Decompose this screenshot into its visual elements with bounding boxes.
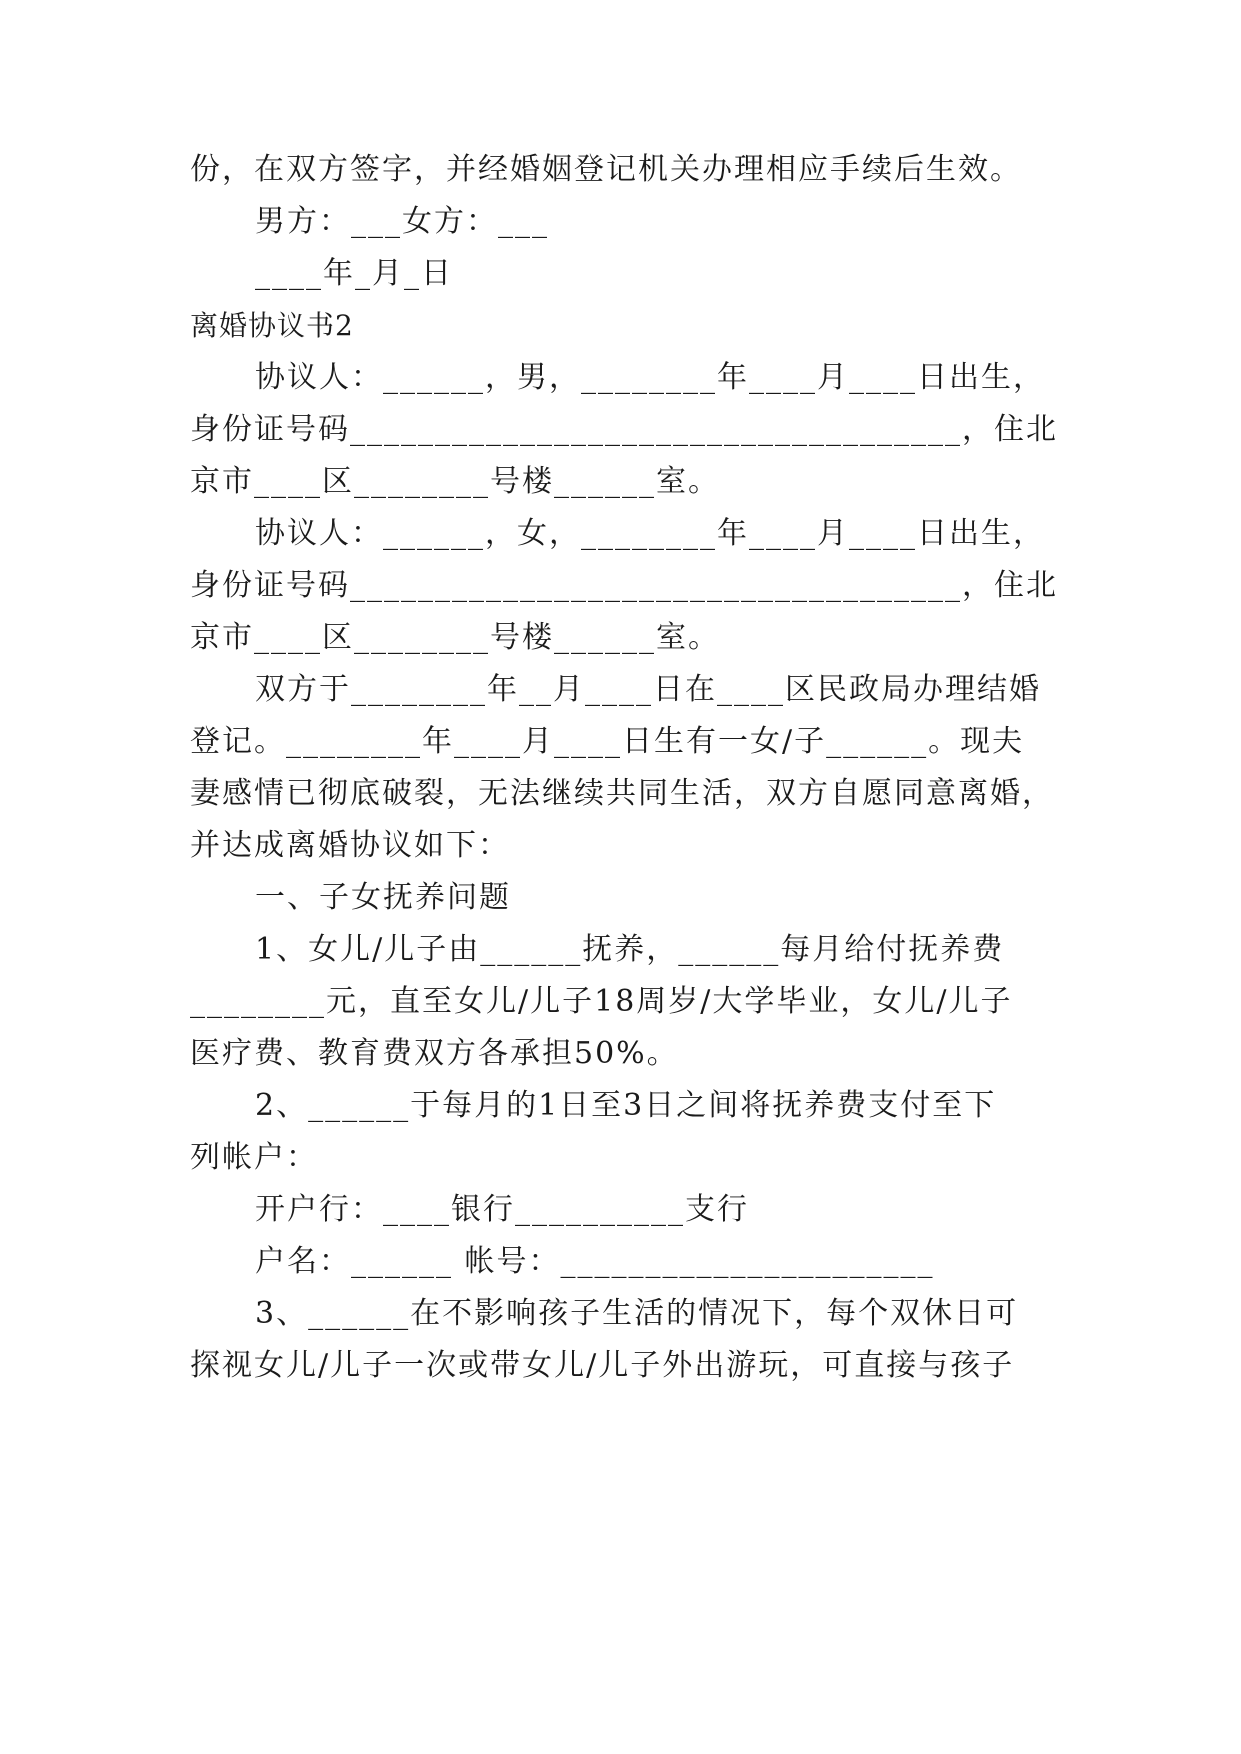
clause-2-line-2: 列帐户：: [190, 1140, 318, 1175]
marriage-line-3: 妻感情已彻底破裂，无法继续共同生活，双方自愿同意离婚，: [190, 776, 1054, 811]
party-male-line-3: 京市____区________号楼______室。: [190, 464, 720, 499]
marriage-line-1: 双方于________年__月____日在____区民政局办理结婚: [255, 672, 1041, 707]
date-line: ____年_月_日: [255, 256, 453, 291]
clause-2-line-1: 2、______于每月的1日至3日之间将抚养费支付至下: [255, 1088, 997, 1123]
clause-1-line-2: ________元，直至女儿/儿子18周岁/大学毕业，女儿/儿子: [190, 984, 1013, 1019]
heading-child-custody: 一、子女抚养问题: [255, 880, 511, 915]
marriage-line-4: 并达成离婚协议如下：: [190, 828, 510, 863]
clause-1-line-1: 1、女儿/儿子由______抚养，______每月给付抚养费: [255, 932, 1005, 967]
party-male-line-1: 协议人：______，男，________年____月____日出生，: [255, 360, 1045, 395]
party-male-line-2: 身份证号码____________________________________，住北: [190, 412, 1058, 447]
clause-3-line-1: 3、______在不影响孩子生活的情况下，每个双休日可: [255, 1296, 1019, 1331]
signature-line: 男方：___女方：___: [255, 204, 549, 239]
party-female-line-3: 京市____区________号楼______室。: [190, 620, 720, 655]
clause-1-line-3: 医疗费、教育费双方各承担50%。: [190, 1036, 679, 1071]
section-title: 离婚协议书2: [190, 309, 354, 342]
party-female-line-2: 身份证号码____________________________________，住北: [190, 568, 1058, 603]
clause-3-line-2: 探视女儿/儿子一次或带女儿/儿子外出游玩，可直接与孩子: [190, 1348, 1015, 1383]
account-line: 户名：______ 帐号：______________________: [255, 1244, 935, 1279]
marriage-line-2: 登记。________年____月____日生有一女/子______。现夫: [190, 724, 1025, 759]
party-female-line-1: 协议人：______，女，________年____月____日出生，: [255, 516, 1045, 551]
bank-line: 开户行：____银行__________支行: [255, 1192, 749, 1227]
text-line-1: 份，在双方签字，并经婚姻登记机关办理相应手续后生效。: [190, 152, 1022, 187]
